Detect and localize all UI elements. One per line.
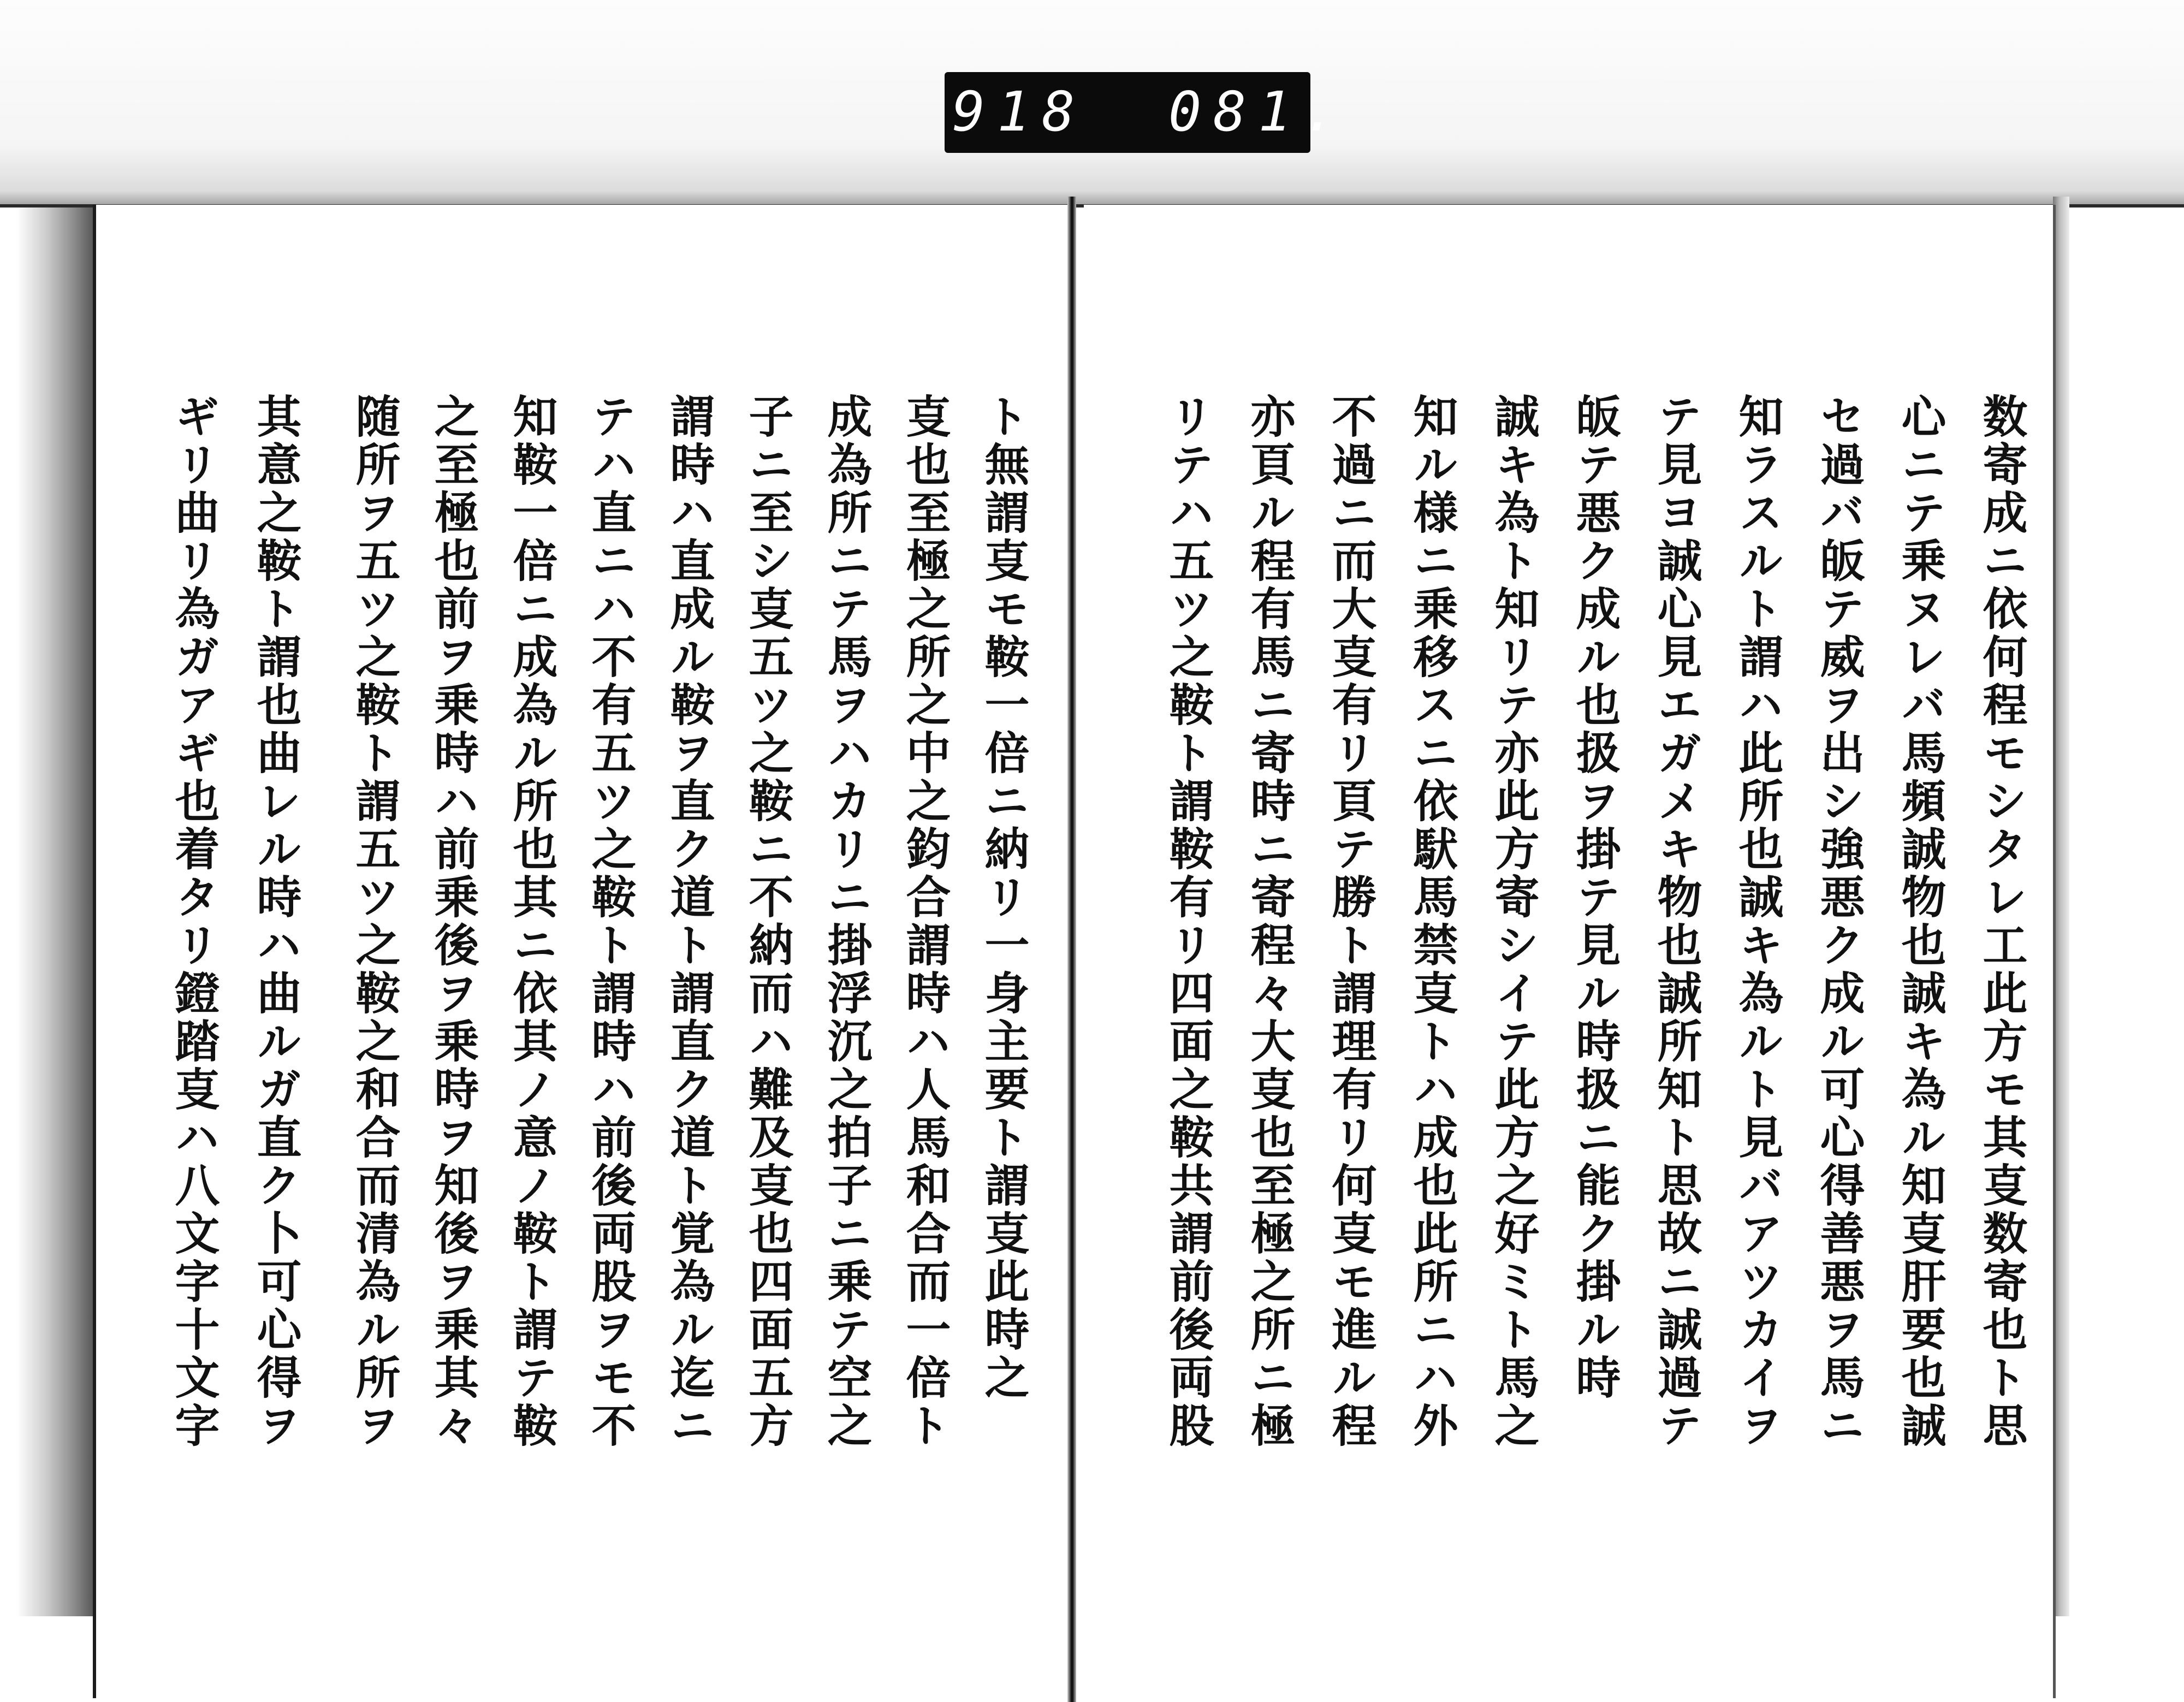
- text-column: 皈テ悪ク成ル也扱ヲ掛テ見ル時扱ニ能ク掛ル時: [1569, 393, 1621, 1402]
- book-gutter: [1067, 197, 1076, 1702]
- text-column: 子ニ至シ㕝五ツ之鞍ニ不納而ハ難及㕝也四面五方: [741, 393, 794, 1450]
- text-column: 不過ニ而大㕝有リ頁テ勝ト謂理有リ何㕝モ進ル程: [1325, 393, 1377, 1450]
- archive-id-right: 081.: [1168, 80, 1348, 144]
- text-column: 知鞍一倍ニ成為ル所也其ニ依其ノ意ノ鞍ト謂テ鞍: [506, 393, 558, 1450]
- text-column: 其意之鞍ト謂也曲レル時ハ曲ルガ直ク卜可心得ヲ: [250, 393, 302, 1450]
- book-left-edge-shadow: [16, 207, 98, 1616]
- text-column: 之至極也前ヲ乗時ハ前乗後ヲ乗時ヲ知後ヲ乗其々: [427, 393, 479, 1450]
- text-column: セ過バ皈テ威ヲ出シ強悪ク成ル可心得善悪ヲ馬ニ: [1813, 393, 1865, 1450]
- text-column: 知ラスルト謂ハ此所也誠キ為ルト見バアツカイヲ: [1731, 393, 1784, 1450]
- text-column: 随所ヲ五ツ之鞍ト謂五ツ之鞍之和合而清為ル所ヲ: [348, 393, 401, 1450]
- text-column: 㕝也至極之所之中之鈞合謂時ハ人馬和合而一倍ト: [899, 393, 951, 1450]
- text-column: テハ直ニハ不有五ツ之鞍ト謂時ハ前後両股ヲモ不: [584, 393, 637, 1450]
- text-column: 知ル様ニ乗移スニ依䭾馬禁㕝トハ成也此所ニハ外: [1406, 393, 1458, 1450]
- text-column: 成為所ニテ馬ヲハカリニ掛浮沉之拍子ニ乗テ空之: [820, 393, 873, 1450]
- text-column: リテハ五ツ之鞍ト謂鞍有リ四面之鞍共謂前後両股: [1162, 393, 1214, 1450]
- right-page-text: [1147, 393, 2042, 1496]
- text-column: 亦頁ル程有馬ニ寄時ニ寄程々大㕝也至極之所ニ極: [1243, 393, 1296, 1450]
- text-column: ト無謂㕝モ鞍一倍ニ納リ一身主要ト謂㕝此時之: [977, 393, 1030, 1402]
- left-page-text-end: [153, 393, 317, 1496]
- archive-id-left: 918: [952, 80, 1087, 144]
- text-column: テ見ヨ誠心見エガメキ物也誠所知ト思故ニ誠過テ: [1650, 393, 1702, 1450]
- archive-id-label: [945, 72, 1348, 153]
- text-column: 謂時ハ直成ル鞍ヲ直ク道ト謂直ク道ト覚為ル迄ニ: [663, 393, 715, 1450]
- text-column: 心ニテ乗ヌレバ馬頻誠物也誠キ為ル知㕝肝要也誠: [1894, 393, 1946, 1450]
- left-page-text: [333, 393, 1043, 1496]
- text-column: 数寄成ニ依何程モシタレ工此方モ其㕝数寄也ト思: [1975, 393, 2028, 1450]
- text-column: 誠キ為ト知リテ亦此方寄シイテ此方之好ミト馬之: [1487, 393, 1540, 1450]
- text-column: ギリ曲リ為ガアギ也着タリ鐙踏㕝ハ八文字十文字: [168, 393, 220, 1450]
